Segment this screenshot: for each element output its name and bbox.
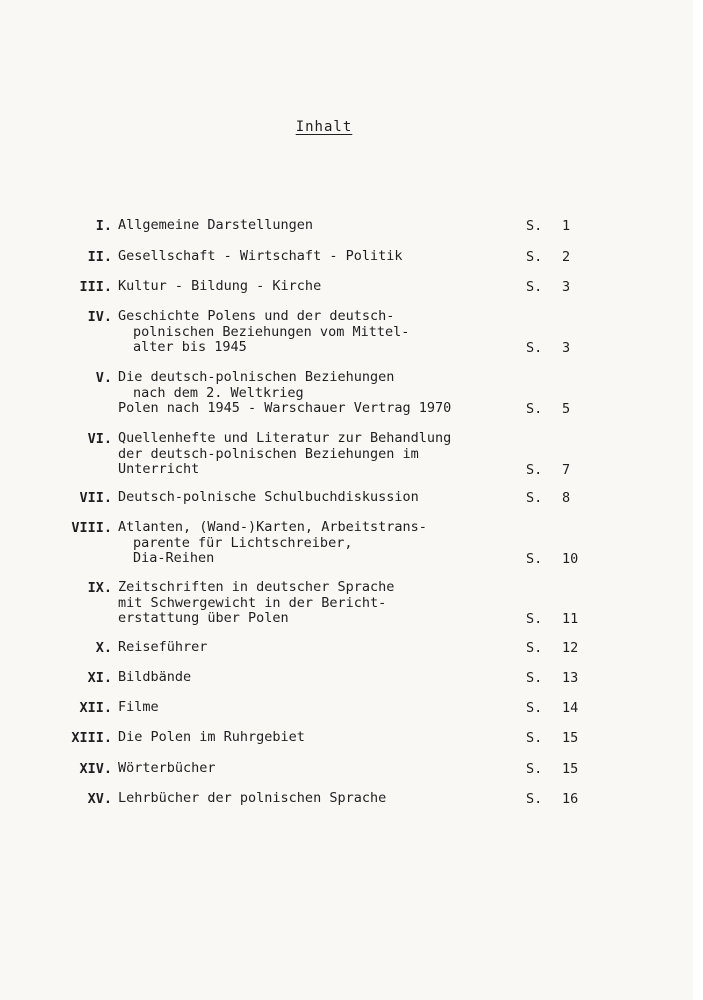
toc-entry-number: XIV. [79, 761, 112, 777]
toc-entry-page [526, 551, 578, 567]
toc-entry-page [526, 490, 578, 506]
toc-entry-title [118, 791, 518, 807]
toc-entry-title-line: Reiseführer [118, 639, 208, 655]
toc-entry-title [118, 580, 518, 627]
page-number: 5 [562, 401, 571, 417]
page-label: S. [526, 761, 543, 777]
page-label: S. [526, 279, 543, 295]
page-number: 3 [562, 279, 571, 295]
toc-entry-page [526, 640, 578, 656]
toc-entry-title-line: Polen nach 1945 - Warschauer Vertrag 1970 [118, 400, 452, 416]
page-number: 15 [562, 761, 579, 777]
toc-entry-number: VIII. [71, 520, 112, 536]
page-number: 10 [562, 551, 579, 567]
toc-entry-number: VII. [79, 490, 112, 506]
toc-entry-number: V. [95, 370, 112, 386]
toc-entry-title-line: Lehrbücher der polnischen Sprache [118, 790, 387, 806]
page-label: S. [526, 700, 543, 716]
page-label: S. [526, 640, 543, 656]
page-label: S. [526, 462, 543, 478]
toc-entry-page [526, 401, 578, 417]
toc-entry-title [118, 370, 518, 417]
page-number: 8 [562, 490, 571, 506]
toc-entry-number: XIII. [71, 730, 112, 746]
toc-entry-title-line: parente für Lichtschreiber, [133, 534, 353, 551]
toc-entry-title [118, 730, 518, 746]
page-label: S. [526, 490, 543, 506]
toc-entry-page [526, 462, 578, 478]
toc-entry-title-line: Bildbände [118, 669, 192, 685]
toc-entry-title-line: nach dem 2. Weltkrieg [133, 384, 304, 401]
toc-entry-number: III. [79, 279, 112, 295]
page-number: 2 [562, 249, 571, 265]
toc-entry-title-line: Atlanten, (Wand-)Karten, Arbeitstrans- [118, 519, 427, 535]
toc-entry-page [526, 340, 578, 356]
page-edge [693, 0, 703, 1000]
page-label: S. [526, 551, 543, 567]
toc-entry-page [526, 730, 578, 746]
page-number: 1 [562, 218, 571, 234]
toc-entry-title-line: der deutsch-polnischen Beziehungen im [118, 445, 419, 462]
page-label: S. [526, 340, 543, 356]
toc-entry-number: XII. [79, 700, 112, 716]
page-number: 7 [562, 462, 571, 478]
toc-entry-number: X. [95, 640, 112, 656]
page-label: S. [526, 730, 543, 746]
page-number: 16 [562, 791, 579, 807]
toc-entry-title-line: alter bis 1945 [133, 339, 247, 355]
page-label: S. [526, 249, 543, 265]
toc-entry-page [526, 218, 578, 234]
toc-entry-title-line: Unterricht [118, 461, 200, 477]
toc-entry-page [526, 670, 578, 686]
toc-entry-title-line: Zeitschriften in deutscher Sprache [118, 579, 395, 595]
toc-entry-page [526, 611, 578, 627]
toc-entry-title [118, 249, 518, 265]
toc-entry-number: I. [95, 218, 112, 234]
toc-entry-title [118, 431, 518, 478]
toc-entry-page [526, 279, 578, 295]
page-number: 14 [562, 700, 579, 716]
page-number: 11 [562, 611, 579, 627]
toc-entry-title [118, 700, 518, 716]
toc-entry-title-line: Kultur - Bildung - Kirche [118, 278, 322, 294]
page-label: S. [526, 670, 543, 686]
toc-entry-title-line: Die deutsch-polnischen Beziehungen [118, 369, 395, 385]
toc-entry-number: XV. [87, 791, 112, 807]
page-number: 3 [562, 340, 571, 356]
toc-entry-title-line: polnischen Beziehungen vom Mittel- [133, 323, 410, 340]
page-label: S. [526, 218, 543, 234]
page-number: 13 [562, 670, 579, 686]
toc-entry-title-line: Wörterbücher [118, 760, 216, 776]
toc-entry-page [526, 249, 578, 265]
toc-entry-page [526, 791, 578, 807]
toc-entry-number: II. [87, 249, 112, 265]
toc-entry-title-line: Gesellschaft - Wirtschaft - Politik [118, 248, 403, 264]
toc-entry-title-line: Allgemeine Darstellungen [118, 217, 314, 233]
toc-entry-number: VI. [87, 431, 112, 447]
toc-entry-title-line: Geschichte Polens und der deutsch- [118, 308, 395, 324]
page-label: S. [526, 791, 543, 807]
toc-entry-title [118, 490, 518, 506]
toc-entry-title [118, 640, 518, 656]
page-number: 12 [562, 640, 579, 656]
page-label: S. [526, 401, 543, 417]
toc-entry-title-line: Quellenhefte und Literatur zur Behandlung [118, 430, 452, 446]
toc-entry-title [118, 279, 518, 295]
toc-entry-title [118, 218, 518, 234]
toc-entry-title [118, 309, 518, 356]
toc-entry-title-line: mit Schwergewicht in der Bericht- [118, 594, 387, 611]
page-number: 15 [562, 730, 579, 746]
page-title: Inhalt [295, 119, 353, 135]
toc-entry-title-line: Die Polen im Ruhrgebiet [118, 729, 305, 745]
toc-entry-title-line: erstattung über Polen [118, 610, 289, 626]
toc-entry-title-line: Filme [118, 699, 159, 715]
toc-entry-title [118, 670, 518, 686]
toc-entry-number: IX. [87, 580, 112, 596]
toc-entry-number: XI. [87, 670, 112, 686]
toc-entry-page [526, 700, 578, 716]
toc-entry-title-line: Dia-Reihen [133, 550, 215, 566]
toc-entry-title [118, 520, 518, 567]
page-label: S. [526, 611, 543, 627]
toc-entry-number: IV. [87, 309, 112, 325]
toc-entry-page [526, 761, 578, 777]
toc-entry-title [118, 761, 518, 777]
toc-entry-title-line: Deutsch-polnische Schulbuchdiskussion [118, 489, 419, 505]
